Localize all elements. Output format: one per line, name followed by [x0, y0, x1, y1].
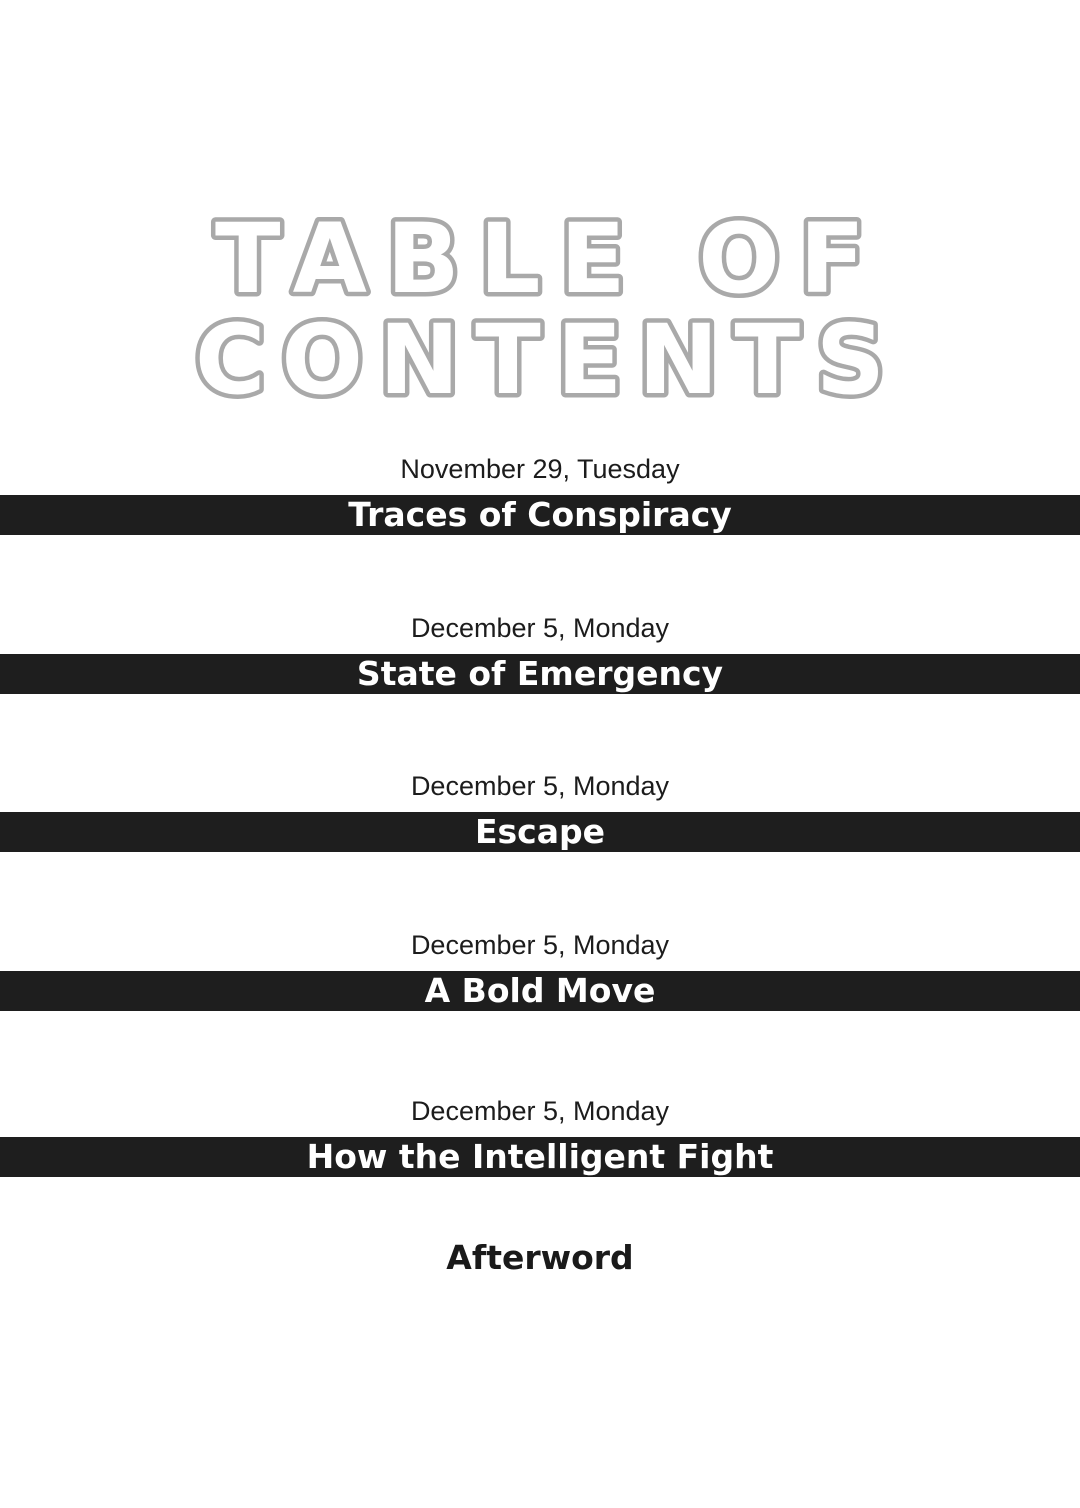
chapter-title-bar[interactable]: A Bold Move	[0, 971, 1080, 1011]
chapter-title-bar[interactable]: Escape	[0, 812, 1080, 852]
entry-date: December 5, Monday	[410, 771, 670, 801]
title-line-1: TABLE OF	[215, 203, 865, 315]
chapter-title-bar[interactable]: How the Intelligent Fight	[0, 1137, 1080, 1177]
entry-date: December 5, Monday	[410, 1096, 670, 1126]
chapter-title-bar[interactable]: Traces of Conspiracy	[0, 495, 1080, 535]
title-line-2: CONTENTS	[195, 304, 885, 410]
afterword-link[interactable]: Afterword	[446, 1238, 634, 1277]
entry-date: December 5, Monday	[410, 613, 670, 643]
page-title	[0, 200, 1080, 410]
entry-date: December 5, Monday	[410, 930, 670, 960]
entry-date: November 29, Tuesday	[400, 454, 680, 484]
chapter-title-bar[interactable]: State of Emergency	[0, 654, 1080, 694]
title-graphic	[0, 200, 1080, 410]
